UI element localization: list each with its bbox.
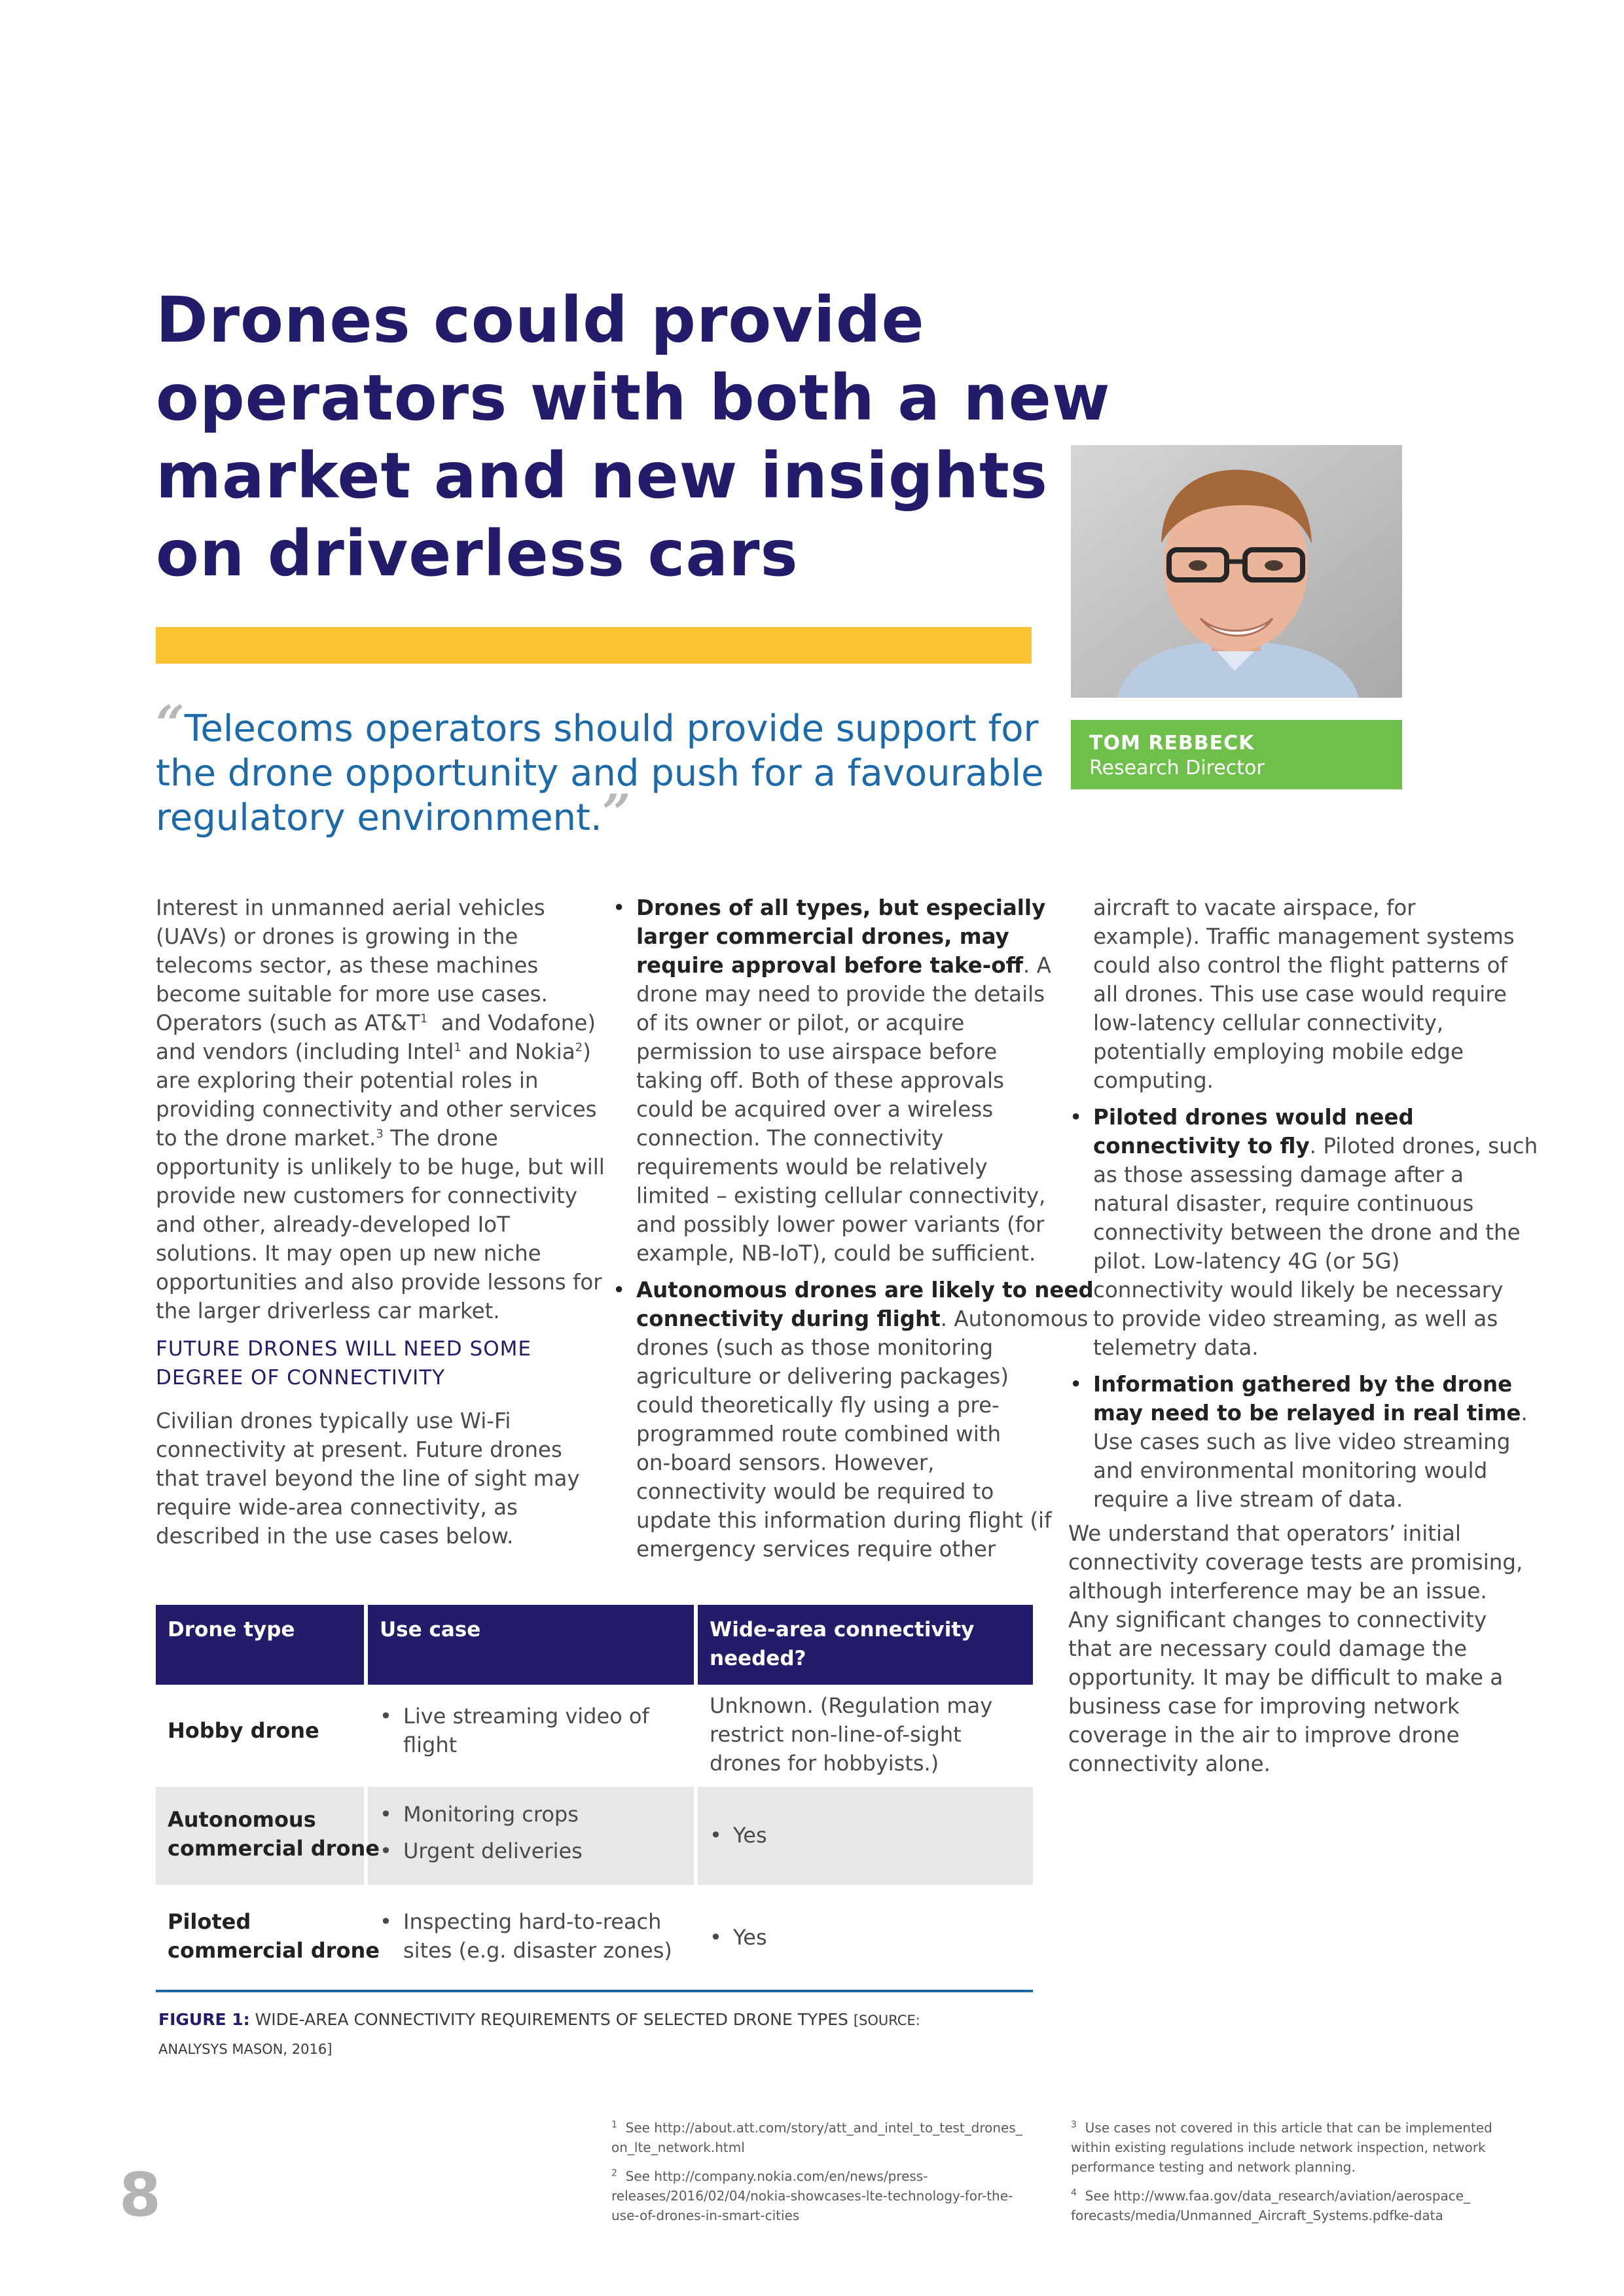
bullet-icon: •	[1070, 1372, 1083, 1397]
text-line: update this information during flight (if	[636, 1508, 1052, 1533]
section-subheading	[156, 1335, 588, 1392]
text-run: . Autonomous	[940, 1306, 1089, 1331]
headline-line: market and new insights	[156, 439, 1049, 512]
text-line: are exploring their potential roles in	[156, 1068, 539, 1093]
footnotes-left	[611, 2118, 1030, 2234]
headline-line: Drones could provide	[156, 283, 925, 357]
text-line: Piloted	[168, 1909, 251, 1934]
text-line	[1093, 1132, 1538, 1160]
text-line: business case for improving network	[1068, 1694, 1460, 1719]
text-line	[156, 1009, 596, 1037]
header-connectivity: Wide-area connectivity	[710, 1618, 975, 1641]
text-line: drone may need to provide the details	[636, 982, 1045, 1007]
table-row-3-type	[168, 1907, 380, 1965]
text-line: flight	[403, 1732, 458, 1757]
text-line: Monitoring crops	[403, 1802, 579, 1827]
footnote-text: Use cases not covered in this article that can be implemented	[1076, 2120, 1492, 2136]
footnote-ref: 2	[575, 1041, 583, 1055]
text-line	[611, 2166, 1030, 2186]
text-run: . Piloted drones, such	[1309, 1134, 1538, 1158]
author-card	[1071, 720, 1402, 789]
text-line: emergency services require other	[636, 1537, 996, 1562]
text-line: example, NB-IoT), could be sufficient.	[636, 1241, 1036, 1266]
bullet-icon: •	[613, 895, 626, 920]
text-line: connectivity coverage tests are promising,	[1068, 1550, 1523, 1575]
text-line: telecoms sector, as these machines	[156, 953, 539, 978]
header-drone-type: Drone type	[168, 1618, 295, 1641]
pull-quote	[156, 694, 1059, 842]
text-run: )	[583, 1039, 591, 1064]
table-row-2-use	[380, 1800, 583, 1865]
footnote-ref: 1	[420, 1012, 428, 1026]
footnote-number: 4	[1071, 2187, 1077, 2198]
text-line: and possibly lower power variants (for	[636, 1212, 1045, 1237]
footnote-link-text: forecasts/media/Unmanned_Aircraft_Systems.pdfke-data	[1071, 2208, 1443, 2223]
footnote-link-text: use-of-drones-in-smart-cities	[611, 2208, 800, 2223]
text-line: telemetry data.	[1093, 1335, 1259, 1360]
bullet-autonomous-continued	[1068, 893, 1515, 1095]
text-line: connectivity between the drone and the	[1093, 1220, 1521, 1245]
text-line	[156, 1037, 591, 1066]
text-line: commercial drone	[168, 1836, 380, 1861]
bullet-icon: •	[710, 1925, 722, 1950]
bullet-piloted	[1068, 1103, 1538, 1362]
text-line	[1071, 2186, 1490, 2206]
intro-paragraph	[156, 893, 605, 1325]
subheading-line: FUTURE DRONES WILL NEED SOME	[156, 1337, 532, 1361]
bullet-icon: •	[710, 1823, 722, 1848]
text-line: provide new customers for connectivity	[156, 1183, 578, 1208]
footnote-link-text: on_lte_network.html	[611, 2140, 745, 2155]
footnote-ref: 3	[376, 1127, 384, 1141]
bold-lead-run: require approval before take-off	[636, 953, 1023, 978]
footnote-link-text: releases/2016/02/04/nokia-showcases-lte-technology-for-the-	[611, 2188, 1013, 2204]
text-line: low-latency cellular connectivity,	[1093, 1011, 1444, 1035]
text-line: and other, already-developed IoT	[156, 1212, 510, 1237]
text-line: solutions. It may open up new niche	[156, 1241, 541, 1266]
table-row-1-need	[710, 1691, 992, 1778]
text-line: providing connectivity and other services	[156, 1097, 597, 1122]
footnote-number: 3	[1071, 2119, 1077, 2130]
author-portrait	[1071, 445, 1402, 698]
text-line	[611, 2118, 1030, 2138]
bold-lead-run: connectivity during flight	[636, 1306, 941, 1331]
footnote-text: performance testing and network planning.	[1071, 2159, 1356, 2175]
text-line: all drones. This use case would require	[1093, 982, 1507, 1007]
author-role: Research Director	[1089, 757, 1265, 780]
header-connectivity: needed?	[710, 1647, 806, 1670]
text-line: Yes	[733, 1823, 767, 1848]
pull-quote-text: regulatory environment.	[156, 797, 602, 839]
bold-lead-run: may need to be relayed in real time	[1093, 1401, 1521, 1426]
subheading-line: DEGREE OF CONNECTIVITY	[156, 1366, 446, 1390]
figure-caption	[158, 2004, 1036, 2062]
bullet-icon: •	[380, 1704, 392, 1729]
footnotes-right	[1071, 2118, 1490, 2234]
header-use-case: Use case	[380, 1618, 481, 1641]
text-line: commercial drone	[168, 1938, 380, 1963]
open-quote-icon: “	[156, 694, 185, 753]
text-line: Live streaming video of	[403, 1704, 649, 1729]
text-line: connectivity at present. Future drones	[156, 1437, 562, 1462]
headline-accent-bar	[156, 627, 1032, 664]
text-line: Autonomous	[168, 1807, 316, 1832]
footnote-link-text: See http://about.att.com/story/att_and_intel_to_test_drones_	[617, 2120, 1022, 2136]
text-line: restrict non-line-of-sight	[710, 1722, 962, 1747]
connectivity-answer	[710, 1821, 767, 1850]
text-line: sites (e.g. disaster zones)	[403, 1938, 672, 1963]
text-line: example). Traffic management systems	[1093, 924, 1515, 949]
table-header-cell	[698, 1605, 1033, 1685]
drone-types-table	[156, 1605, 1033, 1992]
use-case-item	[380, 1837, 583, 1865]
text-line: permission to use airspace before	[636, 1039, 998, 1064]
table-row-3-need	[710, 1923, 767, 1952]
bold-lead-run: connectivity to fly	[1093, 1134, 1310, 1158]
bullet-icon: •	[380, 1802, 392, 1827]
text-line: pilot. Low-latency 4G (or 5G)	[1093, 1249, 1400, 1274]
text-line: described in the use cases below.	[156, 1524, 514, 1549]
text-line: could be acquired over a wireless	[636, 1097, 994, 1122]
text-line: Any significant changes to connectivity	[1068, 1607, 1487, 1632]
use-case-item	[380, 1907, 672, 1965]
text-line: Interest in unmanned aerial vehicles	[156, 895, 545, 920]
text-line: Yes	[733, 1925, 767, 1950]
pull-quote-line	[156, 694, 1059, 753]
footnote-text: within existing regulations include network inspection, network	[1071, 2140, 1486, 2155]
text-line: opportunities and also provide lessons for	[156, 1270, 602, 1295]
text-run: .	[1521, 1401, 1528, 1426]
text-line: aircraft to vacate airspace, for	[1093, 895, 1416, 920]
text-line: drones (such as those monitoring	[636, 1335, 994, 1360]
author-name: TOM REBBECK	[1089, 732, 1255, 755]
text-line	[636, 1304, 1089, 1333]
text-line: limited – existing cellular connectivity,	[636, 1183, 1046, 1208]
table-row-3-use	[380, 1907, 672, 1965]
text-line	[636, 951, 1051, 980]
portrait-illustration	[1071, 445, 1402, 698]
bold-lead-line: larger commercial drones, may	[636, 924, 1009, 949]
text-line: We understand that operators’ initial	[1068, 1521, 1461, 1546]
text-line: that are necessary could damage the	[1068, 1636, 1468, 1661]
text-line: Urgent deliveries	[403, 1839, 583, 1863]
footnote-link-text: See http://company.nokia.com/en/news/press-	[617, 2168, 928, 2184]
text-line: Use cases such as live video streaming	[1093, 1429, 1511, 1454]
table-row-1-use	[380, 1702, 649, 1759]
text-line: could theoretically fly using a pre-	[636, 1393, 1000, 1418]
text-run: to the drone market.	[156, 1126, 376, 1151]
connectivity-paragraph	[156, 1407, 588, 1551]
text-line: could also control the flight patterns of	[1093, 953, 1507, 978]
bullet-realtime	[1068, 1370, 1528, 1514]
text-run: . A	[1022, 953, 1051, 978]
text-line: as those assessing damage after a	[1093, 1162, 1464, 1187]
text-line: and environmental monitoring would	[1093, 1458, 1488, 1483]
text-line: requirements would be relatively	[636, 1155, 988, 1179]
text-line: on-board sensors. However,	[636, 1450, 935, 1475]
footnote-3	[1071, 2118, 1490, 2177]
text-line: agriculture or delivering packages)	[636, 1364, 1009, 1389]
text-line: to provide video streaming, as well as	[1093, 1306, 1498, 1331]
table-header-cell	[156, 1605, 364, 1685]
bullet-autonomous	[611, 1276, 1094, 1564]
headline-line: operators with both a new	[156, 361, 1111, 435]
bold-lead-line: Autonomous drones are likely to need	[636, 1278, 1094, 1302]
text-line: potentially employing mobile edge	[1093, 1039, 1464, 1064]
text-line: require a live stream of data.	[1093, 1487, 1403, 1512]
body-column-1	[156, 893, 605, 1551]
body-column-3	[1068, 893, 1538, 1778]
bullet-icon: •	[380, 1839, 392, 1863]
table-header-cell	[368, 1605, 694, 1685]
text-line: Inspecting hard-to-reach	[403, 1909, 662, 1934]
text-run: Operators (such as AT&T	[156, 1011, 420, 1035]
text-line: taking off. Both of these approvals	[636, 1068, 1004, 1093]
text-line: connectivity would be required to	[636, 1479, 994, 1504]
pull-quote-line: the drone opportunity and push for a favourable	[156, 752, 1044, 795]
figure-label: FIGURE 1:	[158, 2010, 250, 2029]
text-line	[156, 1124, 588, 1153]
footnote-4	[1071, 2186, 1490, 2225]
footnote-2	[611, 2166, 1030, 2225]
bold-lead-line: Piloted drones would need	[1093, 1105, 1414, 1130]
text-line	[1071, 2118, 1490, 2138]
text-line: require wide-area connectivity, as	[156, 1495, 518, 1520]
body-column-2	[611, 893, 1094, 1564]
use-case-item	[380, 1800, 583, 1829]
text-line: programmed route combined with	[636, 1422, 1001, 1446]
pull-quote-text: Telecoms operators should provide support for	[184, 708, 1039, 750]
use-case-item	[380, 1702, 649, 1759]
text-run: The drone	[383, 1126, 498, 1151]
closing-paragraph	[1068, 1519, 1523, 1778]
table-row-1-type: Hobby drone	[168, 1718, 319, 1743]
text-line: become suitable for more use cases.	[156, 982, 548, 1007]
footnote-number: 2	[611, 2168, 617, 2179]
text-line	[1093, 1399, 1528, 1427]
text-line: opportunity. It may be difficult to make a	[1068, 1665, 1504, 1690]
text-line: Civilian drones typically use Wi-Fi	[156, 1408, 511, 1433]
bold-lead-line: Information gathered by the drone	[1093, 1372, 1513, 1397]
footnote-number: 1	[611, 2119, 617, 2130]
bold-lead-line: Drones of all types, but especially	[636, 895, 1046, 920]
figure-source: ANALYSYS MASON, 2016]	[158, 2041, 333, 2057]
close-quote-icon: ”	[602, 783, 631, 842]
text-line: connection. The connectivity	[636, 1126, 944, 1151]
table-row-2-need	[710, 1821, 767, 1850]
bullet-icon: •	[613, 1278, 626, 1302]
text-line: connectivity alone.	[1068, 1751, 1271, 1776]
page-headline	[156, 281, 1111, 593]
text-line: that travel beyond the line of sight may	[156, 1466, 580, 1491]
bullet-approval	[611, 893, 1051, 1268]
text-line: opportunity is unlikely to be huge, but will	[156, 1155, 605, 1179]
bullet-icon: •	[380, 1909, 392, 1934]
text-line: natural disaster, require continuous	[1093, 1191, 1474, 1216]
footnote-1	[611, 2118, 1030, 2157]
figure-title: WIDE-AREA CONNECTIVITY REQUIREMENTS OF SELECTED DRONE TYPES	[249, 2010, 854, 2029]
bullet-icon: •	[1070, 1105, 1083, 1130]
column-divider	[694, 1787, 698, 1885]
connectivity-answer	[710, 1923, 767, 1952]
text-line: Unknown. (Regulation may	[710, 1693, 993, 1718]
headline-line: on driverless cars	[156, 517, 799, 590]
text-line: although interference may be an issue.	[1068, 1579, 1487, 1604]
text-line: (UAVs) or drones is growing in the	[156, 924, 518, 949]
text-line: drones for hobbyists.)	[710, 1751, 939, 1776]
table-row-2-type	[168, 1805, 380, 1863]
text-line: the larger driverless car market.	[156, 1299, 500, 1323]
text-line: connectivity would likely be necessary	[1093, 1278, 1504, 1302]
page-number: 8	[119, 2160, 162, 2230]
text-run: and Nokia	[461, 1039, 575, 1064]
footnote-link-text: See http://www.faa.gov/data_research/aviation/aerospace_	[1076, 2188, 1471, 2204]
text-line: computing.	[1093, 1068, 1214, 1093]
text-line: coverage in the air to improve drone	[1068, 1723, 1460, 1748]
text-run: and Vodafone)	[427, 1011, 596, 1035]
footnote-ref: 1	[454, 1041, 461, 1055]
text-line: of its owner or pilot, or acquire	[636, 1011, 965, 1035]
pull-quote-line	[156, 783, 1059, 842]
caption-line	[158, 2004, 1036, 2036]
text-run: and vendors (including Intel	[156, 1039, 454, 1064]
figure-source: [SOURCE:	[853, 2013, 920, 2028]
